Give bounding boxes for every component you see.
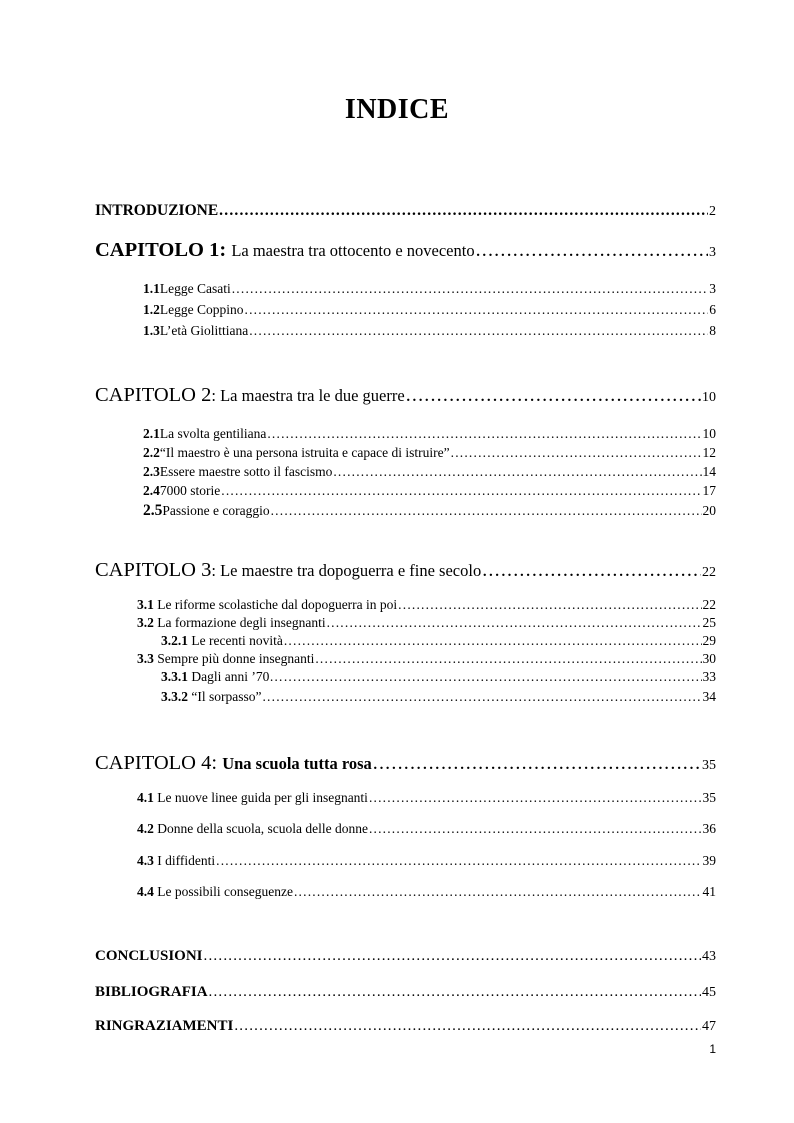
toc-chapter-2[interactable]: [95, 384, 716, 407]
toc-page-number: 36: [702, 821, 716, 836]
dot-leader: [315, 651, 701, 667]
section-number: 2.4: [143, 483, 160, 498]
dot-leader: [245, 302, 709, 318]
toc-section[interactable]: [143, 281, 716, 297]
section-number: 2.3: [143, 464, 160, 479]
section-number: 3.3.2: [161, 689, 188, 704]
section-number: 4.2: [137, 821, 154, 836]
toc-page-number: 8: [709, 323, 716, 338]
section-title: Donne della scuola, scuola delle donne: [157, 821, 368, 836]
toc-section[interactable]: [137, 790, 716, 806]
section-title: 7000 storie: [159, 483, 221, 498]
dot-leader: [219, 202, 708, 220]
toc-page-number: 34: [702, 689, 716, 704]
section-number: 4.1: [137, 790, 154, 805]
dot-leader: [333, 464, 701, 480]
toc-page-number: 41: [702, 884, 716, 899]
toc-subsection[interactable]: [161, 633, 716, 649]
toc-entry-introduction[interactable]: [95, 202, 716, 220]
dot-leader: [249, 323, 708, 339]
dot-leader: [216, 853, 701, 869]
section-number: 3.3.1: [161, 669, 188, 684]
dot-leader: [398, 597, 701, 613]
chapter-title: La maestra tra ottocento e novecento: [231, 241, 475, 260]
toc-entry-bibliography[interactable]: [95, 984, 716, 1001]
chapter-label: CAPITOLO 4: Una scuola tutta rosa: [95, 752, 372, 774]
section-title: Legge Casati: [159, 281, 231, 296]
toc-page-number: 43: [702, 949, 716, 964]
toc-section[interactable]: [137, 651, 716, 667]
dot-leader: [294, 884, 702, 900]
dot-leader: [369, 821, 702, 837]
section-title: La svolta gentiliana: [159, 426, 267, 441]
section-title: “Il sorpasso”: [191, 689, 262, 704]
toc-section[interactable]: [143, 323, 716, 339]
section-title: Passione e coraggio: [162, 503, 270, 518]
section-title: Sempre più donne insegnanti: [157, 651, 315, 666]
section-title: “Il maestro è una persona istruita e capace di istruire”: [159, 445, 450, 460]
toc-page-number: 3: [709, 281, 716, 296]
section-title: I diffidenti: [157, 853, 216, 868]
toc-page-number: 20: [702, 503, 716, 518]
toc-page-number: 17: [702, 483, 716, 498]
section-number: 3.2.1: [161, 633, 188, 648]
toc-page-number: 10: [702, 426, 716, 441]
dot-leader: [327, 615, 702, 631]
section-number: 2.2: [143, 445, 160, 460]
section-title: La formazione degli insegnanti: [157, 615, 326, 630]
toc-section[interactable]: [143, 502, 716, 520]
toc-section[interactable]: [143, 464, 716, 480]
section-number: 1.1: [143, 281, 160, 296]
page-title: INDICE: [344, 94, 450, 125]
dot-leader: [204, 948, 701, 965]
toc-page-number: 22: [702, 597, 716, 612]
toc-page-number: 29: [702, 633, 716, 648]
toc-page-number: 22: [702, 565, 716, 580]
toc-page-number: 14: [702, 464, 716, 479]
dot-leader: [209, 984, 701, 1001]
toc-page-number: 2: [709, 204, 716, 219]
toc-section[interactable]: [137, 615, 716, 631]
dot-leader: [451, 445, 702, 461]
section-title: Essere maestre sotto il fascismo: [159, 464, 333, 479]
toc-label: BIBLIOGRAFIA: [95, 984, 208, 1000]
chapter-title: Una scuola tutta rosa: [222, 754, 372, 773]
toc-page-number: 25: [702, 615, 716, 630]
toc-label: INTRODUZIONE: [95, 202, 219, 219]
dot-leader: [369, 790, 702, 806]
toc-page-number: 47: [702, 1019, 716, 1034]
toc-page-number: 33: [702, 669, 716, 684]
dot-leader: [267, 426, 701, 442]
toc-label: CONCLUSIONI: [95, 948, 203, 964]
dot-leader: [221, 483, 701, 499]
chapter-label: CAPITOLO 3: Le maestre tra dopoguerra e fine secolo: [95, 559, 482, 581]
section-title: Le riforme scolastiche dal dopoguerra in poi: [157, 597, 398, 612]
page-number: 1: [709, 1042, 716, 1056]
toc-section[interactable]: [143, 426, 716, 442]
section-number: 3.3: [137, 651, 154, 666]
section-number: 1.2: [143, 302, 160, 317]
toc-page-number: 6: [709, 302, 716, 317]
toc-page-number: 39: [702, 853, 716, 868]
section-title: Le nuove linee guida per gli insegnanti: [157, 790, 368, 805]
toc-page-number: 10: [702, 390, 716, 405]
toc-section[interactable]: [143, 483, 716, 499]
dot-leader: [232, 281, 709, 297]
dot-leader: [284, 669, 702, 685]
toc-chapter-1[interactable]: [95, 239, 716, 262]
section-number: 4.3: [137, 853, 154, 868]
chapter-title: : Le maestre tra dopoguerra e fine secolo: [211, 561, 482, 580]
dot-leader: [406, 384, 701, 407]
section-number: 3.2: [137, 615, 154, 630]
dot-leader: [373, 752, 701, 775]
dot-leader: [271, 503, 702, 519]
dot-leader: [234, 1018, 701, 1035]
section-number: 4.4: [137, 884, 154, 899]
section-title: L’età Giolittiana: [159, 323, 249, 338]
chapter-label: CAPITOLO 1: La maestra tra ottocento e novecento: [95, 239, 475, 261]
toc-page-number: 12: [702, 445, 716, 460]
section-number: 2.5: [143, 502, 163, 519]
toc-page-number: 35: [702, 758, 716, 773]
section-number: 3.1: [137, 597, 154, 612]
toc-page-number: 30: [702, 651, 716, 666]
dot-leader: [262, 689, 701, 705]
toc-section[interactable]: [143, 445, 716, 461]
toc-chapter-4[interactable]: [95, 752, 716, 775]
section-number: 2.1: [143, 426, 160, 441]
toc-section[interactable]: [137, 884, 716, 900]
section-title: Legge Coppino: [159, 302, 244, 317]
toc-label: RINGRAZIAMENTI: [95, 1018, 234, 1034]
chapter-label: CAPITOLO 2: La maestra tra le due guerre: [95, 384, 405, 406]
toc-subsection[interactable]: [161, 669, 716, 685]
toc-subsection[interactable]: [161, 689, 716, 705]
dot-leader: [284, 633, 702, 649]
section-title: Le recenti novità: [191, 633, 283, 648]
toc-section[interactable]: [137, 821, 716, 837]
toc-page-number: 3: [709, 245, 716, 260]
chapter-title: : La maestra tra le due guerre: [211, 386, 405, 405]
section-number: 1.3: [143, 323, 160, 338]
toc-section[interactable]: [137, 853, 716, 869]
section-title: Le possibili conseguenze: [157, 884, 293, 899]
toc-chapter-3[interactable]: [95, 559, 716, 582]
toc-page-number: 45: [702, 985, 716, 1000]
toc-entry-conclusions[interactable]: [95, 948, 716, 965]
toc-section[interactable]: [143, 302, 716, 318]
toc-entry-acknowledgements[interactable]: [95, 1018, 716, 1035]
dot-leader: [476, 239, 708, 262]
section-title: Dagli anni ’70…: [191, 669, 283, 684]
toc-page-number: 35: [702, 790, 716, 805]
dot-leader: [482, 559, 701, 582]
toc-section[interactable]: [137, 597, 716, 613]
